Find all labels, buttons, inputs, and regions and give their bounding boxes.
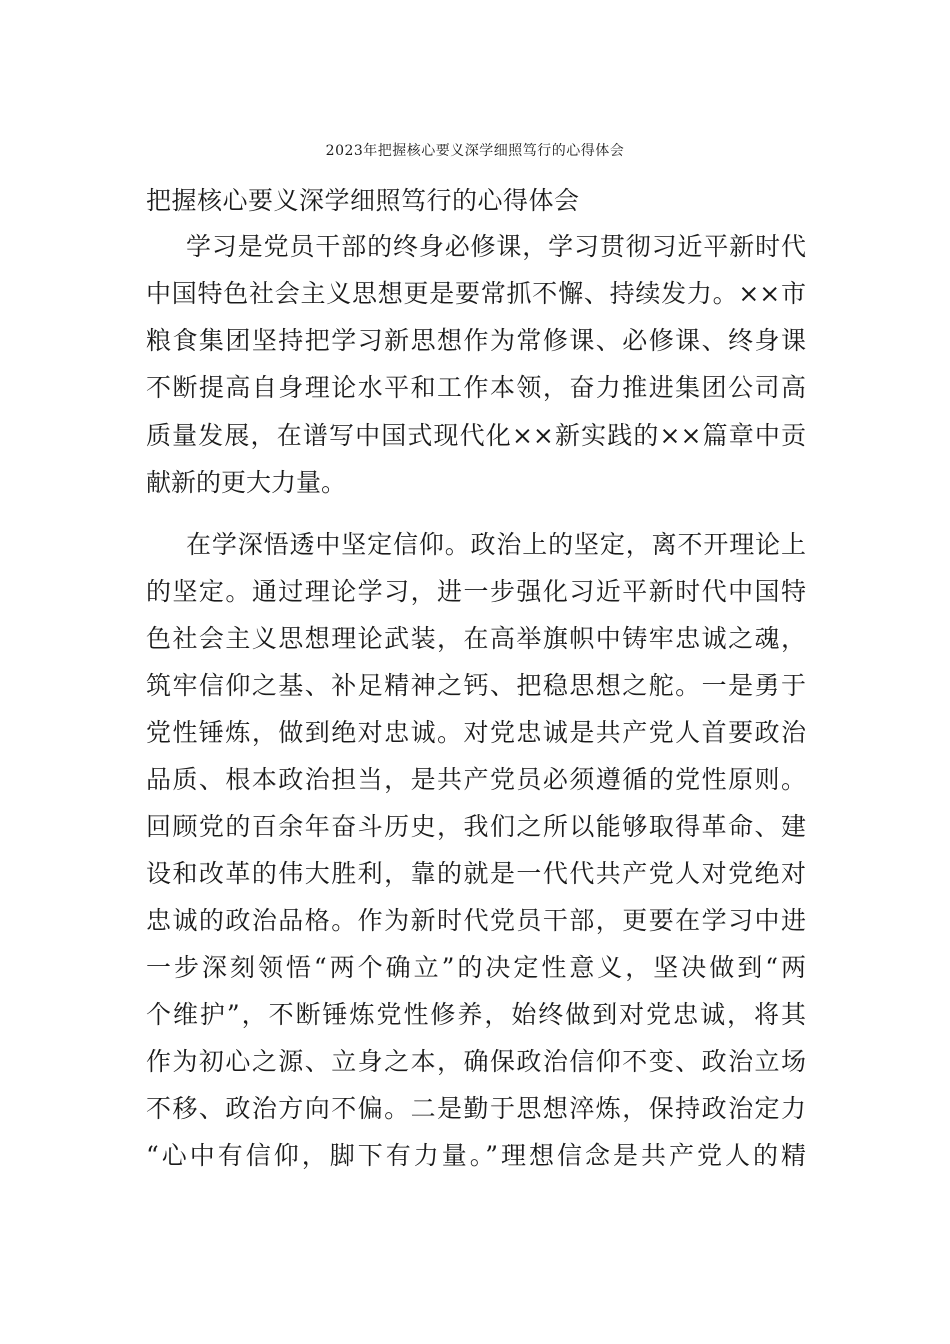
paragraph-line: 粮食集团坚持把学习新思想作为常修课、必修课、终身课	[146, 326, 806, 355]
paragraph-line: 中国特色社会主义思想更是要常抓不懈、持续发力。××市	[146, 279, 806, 308]
paragraph-line: 的坚定。通过理论学习，进一步强化习近平新时代中国特	[146, 577, 806, 606]
document-title: 2023年把握核心要义深学细照笃行的心得体会	[325, 143, 625, 159]
paragraph-line: 学习是党员干部的终身必修课，学习贯彻习近平新时代	[186, 232, 806, 261]
paragraph-line: “心中有信仰，脚下有力量。”理想信念是共产党人的精	[146, 1141, 806, 1170]
paragraph-line: 党性锤炼，做到绝对忠诚。对党忠诚是共产党人首要政治	[146, 718, 806, 747]
document-subtitle: 把握核心要义深学细照笃行的心得体会	[146, 186, 580, 215]
paragraph-line: 在学深悟透中坚定信仰。政治上的坚定，离不开理论上	[186, 530, 806, 559]
paragraph-line: 质量发展，在谱写中国式现代化××新实践的××篇章中贡	[146, 421, 806, 450]
paragraph-line: 色社会主义思想理论武装，在高举旗帜中铸牢忠诚之魂，	[146, 624, 806, 653]
paragraph-line: 一步深刻领悟“两个确立”的决定性意义，坚决做到“两	[146, 953, 806, 982]
paragraph-line: 不移、政治方向不偏。二是勤于思想淬炼，保持政治定力	[146, 1094, 806, 1123]
paragraph-line: 设和改革的伟大胜利，靠的就是一代代共产党人对党绝对	[146, 859, 806, 888]
paragraph-line: 筑牢信仰之基、补足精神之钙、把稳思想之舵。一是勇于	[146, 671, 806, 700]
paragraph-line: 献新的更大力量。	[146, 468, 347, 497]
paragraph-line: 不断提高自身理论水平和工作本领，奋力推进集团公司高	[146, 373, 806, 402]
paragraph-line: 作为初心之源、立身之本，确保政治信仰不变、政治立场	[146, 1047, 806, 1076]
paragraph-line: 回顾党的百余年奋斗历史，我们之所以能够取得革命、建	[146, 812, 806, 841]
paragraph-line: 个维护”，不断锤炼党性修养，始终做到对党忠诚，将其	[146, 1000, 806, 1029]
paragraph-line: 品质、根本政治担当，是共产党员必须遵循的党性原则。	[146, 765, 806, 794]
paragraph-line: 忠诚的政治品格。作为新时代党员干部，更要在学习中进	[146, 906, 806, 935]
